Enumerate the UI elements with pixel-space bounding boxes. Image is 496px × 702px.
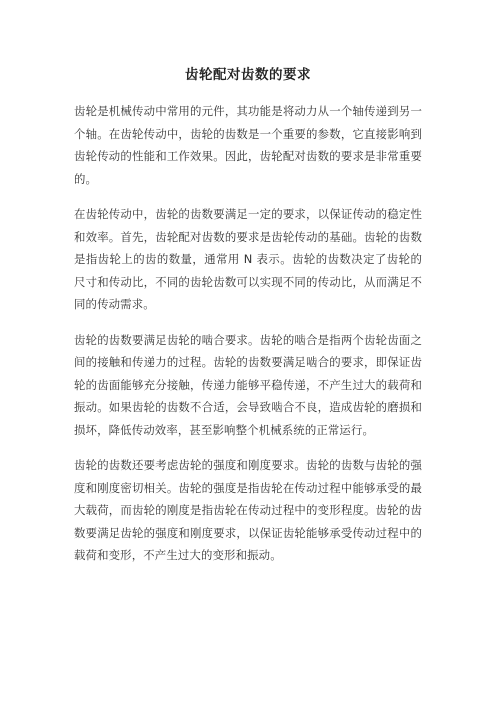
paragraph-meshing-requirements: 齿轮的齿数要满足齿轮的啮合要求。齿轮的啮合是指两个齿轮齿面之间的接触和传递力的过程。齿轮的齿数要满足啮合的要求，即保证齿轮的齿面能够充分接触，传递力能够平稳传递，不产生过大的载荷和振动。如果齿轮的齿数不合适，会导致啮合不良，造成齿轮的磨损和损坏，降低传动效率，甚至影响整个机械系统的正常运行。 xyxy=(74,332,422,437)
paragraph-strength-stiffness: 齿轮的齿数还要考虑齿轮的强度和刚度要求。齿轮的齿数与齿轮的强度和刚度密切相关。齿轮的强度是指齿轮在传动过程中能够承受的最大载荷，而齿轮的刚度是指齿轮在传动过程中的变形程度。齿轮的齿数要满足齿轮的强度和刚度要求，以保证齿轮能够承受传动过程中的载荷和变形，不产生过大的变形和振动。 xyxy=(74,458,422,562)
paragraph-intro: 齿轮是机械传动中常用的元件，其功能是将动力从一个轴传递到另一个轴。在齿轮传动中，齿轮的齿数是一个重要的参数，它直接影响到齿轮传动的性能和工作效果。因此，齿轮配对齿数的要求是非常重要的。 xyxy=(74,104,422,186)
document-title: 齿轮配对齿数的要求 xyxy=(185,67,311,83)
paragraph-tooth-count-basics: 在齿轮传动中，齿轮的齿数要满足一定的要求，以保证传动的稳定性和效率。首先，齿轮配对齿数的要求是齿轮传动的基础。齿轮的齿数是指齿轮上的齿的数量，通常用 N 表示。齿轮的齿数决定了齿轮的尺寸和传动比，不同的齿轮齿数可以实现不同的传动比，从而满足不同的传动需求。 xyxy=(74,207,422,311)
